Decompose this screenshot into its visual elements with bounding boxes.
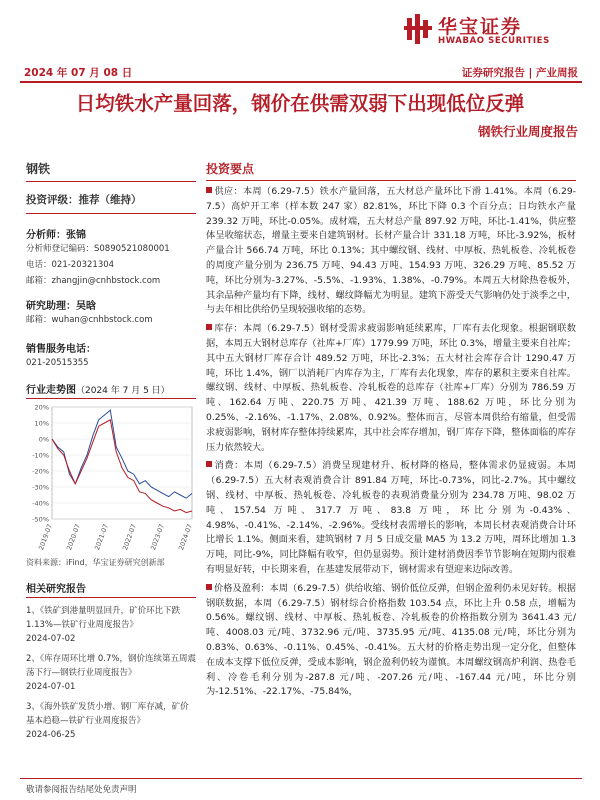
bullet-icon <box>206 584 212 590</box>
series-line-2 <box>52 420 192 513</box>
investment-rating: 投资评级：推荐（维持） <box>26 192 196 214</box>
bullet-icon <box>206 461 212 467</box>
logo-mark-icon <box>404 14 434 44</box>
analyst-name: 分析师：张锦 <box>26 230 86 241</box>
paragraph-price <box>206 582 576 700</box>
analyst-cert: 分析师登记编码：S0890521080001 <box>26 244 170 254</box>
related-report-link[interactable]: 3、《海外铁矿发货小增、钢厂库存减，矿价基本趋稳—铁矿行业周度报告》 <box>26 702 189 726</box>
paragraph-supply <box>206 185 576 318</box>
paragraph-inventory <box>206 322 576 455</box>
report-subtitle: 钢铁行业周度报告 <box>477 124 578 139</box>
related-reports-title: 相关研究报告 <box>26 580 196 598</box>
paragraph-inventory-text: 库存：本周（6.29-7.5）钢材受需求疲弱影响延续累库，厂库有去化现象。根据钢联数据，本周五大钢材总库存（社库+厂库）1779.99 万吨，环比 0.3%，增量主要来自社库；其中五大钢材厂库存合计 489.52 万吨，环比-2.3%；五大材社会库存合计 1290.47 万吨，环比 1.4%，钢厂以消耗厂内库存为主，厂库有去化现象，库存的累积主要来自社库。螺纹钢、线材、中厚板、热轧板卷、冷轧板卷的总库存（社库+厂库）分别为 786.59 万吨、162.64 万吨、220.75 万吨、421.39 万吨、188.62 万吨，环比分别为 0.25%、-2.16%、-1.17%、2.08%、0.92%。整体而言，尽管本周供给有缩量，但受需求疲弱影响，钢材库存整体持续累库，其中社会库存增加，钢厂库存下降，整体面临的库存压力依然较大。 <box>206 323 576 453</box>
chart-heading <box>26 381 196 399</box>
y-tick-label: -50% <box>32 515 49 524</box>
chart-source: 资料来源：iFind，华宝证券研究创新部 <box>26 558 165 567</box>
header-bar <box>20 63 582 83</box>
bullet-icon <box>206 187 212 193</box>
logo-text-cn: 华宝证券 <box>438 16 523 38</box>
y-tick-label: 10% <box>34 419 49 428</box>
related-reports-list <box>26 604 196 742</box>
y-tick-label: -20% <box>32 467 49 476</box>
paragraph-supply-text: 供应：本周（6.29-7.5）铁水产量回落，五大材总产量环比下滑 1.41%。本周（6.29-7.5）高炉开工率（样本数 247 家）82.81%，环比下降 0.3 个百分点；日均铁水产量 239.32 万吨，环比-0.05%。成材端，五大材总产量 897.92 万吨，环比-1.41%，供应整体呈收缩状态，增量主要来自建筑钢材。长材产量合计 331.18 万吨，环比-3.92%，板材产量合计 566.74 万吨，环比 0.13%；其中螺纹钢、线材、中厚板、热轧板卷、冷轧板卷的周度产量分别为 236.75 万吨、94.43 万吨、154.93 万吨、326.29 万吨、85.52 万吨，环比分别为-3.27%、-5.5%、-1.93%、1.38%、-0.79%。本周五大材除热卷板外，其余品种产量均有下降，线材、螺纹降幅尤为明显。建筑下游受天气影响仍处于淡季之中，与去年相比供给仍呈现较强收缩的态势。 <box>206 186 576 316</box>
related-report-date: 2024-07-02 <box>26 634 76 644</box>
analyst-email[interactable]: 邮箱：zhangjin@cnhbstock.com <box>26 276 161 286</box>
analyst-tel: 电话：021-20321304 <box>26 260 115 270</box>
footer-disclaimer: 敬请参阅报告结尾处免责声明 <box>26 785 137 795</box>
assistant-name: 研究助理：吴晗 <box>26 301 96 312</box>
company-logo <box>404 10 584 50</box>
y-tick-label: -10% <box>32 451 49 460</box>
report-title: 日均铁水产量回落，钢价在供需双弱下出现低位反弹 <box>75 92 525 115</box>
paragraph-consumption <box>206 459 576 577</box>
y-tick-label: -30% <box>32 483 49 492</box>
chart-frame <box>52 407 192 519</box>
report-type: 证券研究报告 | 产业周报 <box>461 67 578 79</box>
paragraph-price-text: 价格及盈利：本周（6.29-7.5）供给收缩、钢价低位反弹，但钢企盈利仍未见好转。根据钢联数据，本周（6.29-7.5）钢材综合价格指数 103.54 点，环比上升 0.58 点，增幅为 0.56%。螺纹钢、线材、中厚板、热轧板卷、冷轧板卷的价格指数分别为 3641.43 元/吨、4008.03 元/吨、3732.96 元/吨、3735.95 元/吨、4135.08 元/吨，环比分别为 0.83%、0.63%、-0.11%、0.45%、-0.41%。五大材的价格走势出现一定分化，但整体在成本支撑下低位反弹，受成本影响，钢企盈利仍较为谨慎。本周螺纹钢高炉利润、热卷毛利、冷卷毛利分别为-287.8 元/吨、-207.26 元/吨、-167.44 元/吨，环比分别为-12.51%、-22.17%、-75.84%， <box>206 582 576 698</box>
section-title: 投资要点 <box>206 160 576 181</box>
main-content <box>206 160 576 700</box>
chart-title: 行业走势图 <box>26 385 76 396</box>
logo-text-en: HWABAO SECURITIES <box>438 36 550 46</box>
y-tick-label: 20% <box>34 403 49 412</box>
y-tick-label: -40% <box>32 499 49 508</box>
y-tick-label: 0% <box>38 435 49 444</box>
footer-divider <box>20 778 582 779</box>
sales-title: 销售服务电话： <box>26 344 96 355</box>
x-tick-label: 2021-07 <box>93 522 110 551</box>
left-sidebar <box>26 160 196 742</box>
related-report-date: 2024-06-25 <box>26 730 76 740</box>
report-date: 2024 年 07 月 08 日 <box>24 67 133 79</box>
related-report-link[interactable]: 2、《库存周环比增 0.7%，钢价连续第五周震荡下行—钢铁行业周度报告》 <box>26 654 196 678</box>
related-report-date: 2024-07-01 <box>26 682 76 692</box>
x-tick-label: 2022-07 <box>121 522 138 551</box>
sales-tel: 021-20515355 <box>26 358 89 368</box>
x-tick-label: 2019-07 <box>37 522 54 551</box>
chart-date: （2024 年 7 月 5 日） <box>76 386 170 396</box>
industry-trend-chart <box>26 401 196 551</box>
assistant-email[interactable]: 邮箱：wuhan@cnhbstock.com <box>26 315 153 325</box>
bullet-icon <box>206 324 212 330</box>
industry-label: 钢铁 <box>26 160 196 182</box>
x-tick-label: 2024-07 <box>177 522 194 551</box>
x-tick-label: 2023-07 <box>149 522 166 551</box>
series-line-1 <box>52 410 192 498</box>
related-report-link[interactable]: 1、《铁矿到港量明显回升，矿价环比下跌 1.13%—铁矿行业周度报告》 <box>26 606 181 630</box>
paragraph-consumption-text: 消费：本周（6.29-7.5）消费呈现建材升、板材降的格局，整体需求仍显疲弱。本周（6.29-7.5）五大材表观消费合计 891.84 万吨，环比-0.73%，同比-2.7%。其中螺纹钢、线材、中厚板、热轧板卷、冷轧板卷的表观消费量分别为 234.78 万吨、98.02 万吨、157.54 万吨、317.7 万吨、83.8 万吨，环比分别为-0.43%、4.98%、-0.41%、-2.14%、-2.96%。受线材表需增长的影响，本周长材表观消费合计环比增长 1.1%。侧面来看，建筑钢材 7 月 5 日成交量 MA5 为 13.2 万吨，周环比增加 1.3 万吨，同比-9%，同比降幅有收窄，但仍显弱势。预计建材消费因季节节影响在短期内很难有明显好转，中长期来看，在基建发展带动下，钢材需求有望迎来边际改善。 <box>206 460 576 575</box>
x-tick-label: 2020-07 <box>65 522 82 551</box>
